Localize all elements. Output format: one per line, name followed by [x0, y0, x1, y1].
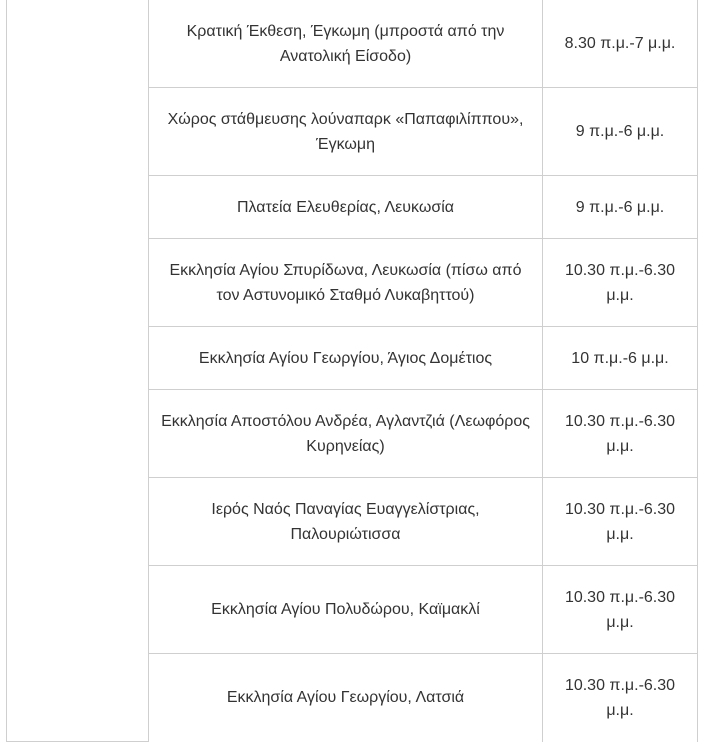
hours-cell: 9 π.μ.-6 μ.μ.	[543, 88, 698, 176]
hours-cell: 10.30 π.μ.-6.30 μ.μ.	[543, 478, 698, 566]
hours-cell: 9 π.μ.-6 μ.μ.	[543, 176, 698, 239]
location-cell: Ιερός Ναός Παναγίας Ευαγγελίστριας, Παλουριώτισσα	[149, 478, 543, 566]
location-cell: Εκκλησία Αποστόλου Ανδρέα, Αγλαντζιά (Λεωφόρος Κυρηνείας)	[149, 390, 543, 478]
location-cell: Κρατική Έκθεση, Έγκωμη (μπροστά από την Ανατολική Είσοδο)	[149, 0, 543, 88]
location-cell: Πλατεία Ελευθερίας, Λευκωσία	[149, 176, 543, 239]
hours-cell: 8.30 π.μ.-7 μ.μ.	[543, 0, 698, 88]
hours-cell: 10.30 π.μ.-6.30 μ.μ.	[543, 654, 698, 742]
location-cell: Εκκλησία Αγίου Γεωργίου, Λατσιά	[149, 654, 543, 742]
hours-cell: 10.30 π.μ.-6.30 μ.μ.	[543, 566, 698, 654]
hours-cell: 10.30 π.μ.-6.30 μ.μ.	[543, 239, 698, 327]
hours-cell: 10.30 π.μ.-6.30 μ.μ.	[543, 390, 698, 478]
location-cell: Χώρος στάθμευσης λούναπαρκ «Παπαφιλίππου», Έγκωμη	[149, 88, 543, 176]
merged-empty-cell	[7, 0, 149, 742]
table-row	[7, 0, 698, 88]
hours-cell: 10 π.μ.-6 μ.μ.	[543, 327, 698, 390]
location-cell: Εκκλησία Αγίου Γεωργίου, Άγιος Δομέτιος	[149, 327, 543, 390]
location-cell: Εκκλησία Αγίου Σπυρίδωνα, Λευκωσία (πίσω από τον Αστυνομικό Σταθμό Λυκαβηττού)	[149, 239, 543, 327]
location-cell: Εκκλησία Αγίου Πολυδώρου, Καϊμακλί	[149, 566, 543, 654]
schedule-table	[6, 0, 698, 742]
